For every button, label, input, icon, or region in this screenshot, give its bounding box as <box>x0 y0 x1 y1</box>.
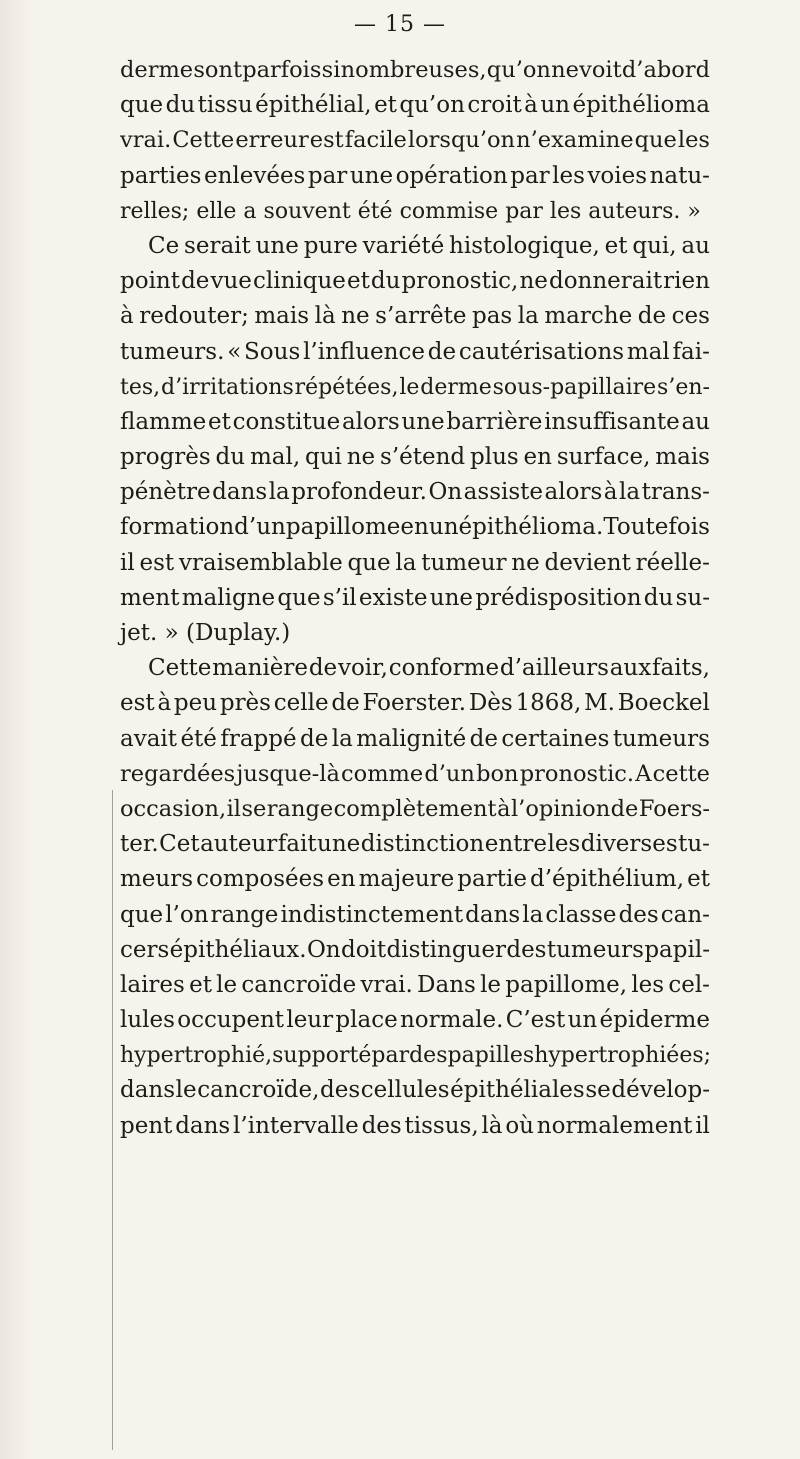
word: l’intervalle <box>233 1112 359 1139</box>
word: de <box>469 725 498 752</box>
word: la <box>619 479 641 506</box>
word: point <box>120 268 180 295</box>
word: en <box>327 866 356 893</box>
word: par <box>307 162 348 189</box>
word: tumeurs. <box>120 338 225 365</box>
word: devient <box>544 549 631 576</box>
text-line <box>120 123 710 158</box>
word: conforme <box>388 655 500 682</box>
word: prédisposition <box>475 584 642 611</box>
word: marche <box>544 303 633 330</box>
word: il <box>226 795 241 822</box>
word: qui, <box>632 232 677 259</box>
word: maligne <box>181 584 276 611</box>
word: Dans <box>417 971 476 998</box>
word: de <box>181 268 210 295</box>
word: hypertrophiées; <box>534 1043 712 1069</box>
word: normale. <box>399 1007 504 1034</box>
word: de <box>610 795 639 822</box>
body-text <box>120 53 710 1144</box>
word: il <box>120 549 135 576</box>
word: vrai. <box>120 127 172 154</box>
word: parfois <box>242 57 322 83</box>
word: de <box>637 303 667 330</box>
word: là <box>481 1112 503 1139</box>
word: Cette <box>172 127 235 154</box>
word: trans- <box>641 479 710 506</box>
word: épithélioma <box>572 92 710 119</box>
word: place <box>335 1007 398 1034</box>
word: la <box>331 725 353 752</box>
word: mais <box>655 444 710 471</box>
text-line <box>120 651 710 686</box>
word: les <box>547 831 581 858</box>
word: à <box>524 92 538 119</box>
word: avait <box>120 725 178 752</box>
word: papilles <box>447 1043 535 1069</box>
text-line <box>120 1109 710 1144</box>
word: tumeurs <box>612 725 710 752</box>
word: Foerster. <box>362 690 467 717</box>
word: alors <box>544 479 603 506</box>
text-line <box>120 510 710 545</box>
word: pent <box>120 1112 173 1139</box>
word: Boeckel <box>617 690 710 717</box>
word: et <box>346 268 370 295</box>
word: qu’on <box>486 57 551 83</box>
word: frappé <box>220 725 297 752</box>
word: pure <box>303 232 358 259</box>
word: M. <box>584 690 615 717</box>
word: su- <box>675 584 710 611</box>
word: l’influence <box>303 338 425 365</box>
word: se <box>585 1077 611 1104</box>
word: qui <box>304 444 342 471</box>
word: vraisemblable <box>178 549 343 576</box>
word: et <box>208 408 231 435</box>
word: les <box>677 127 710 154</box>
word: là <box>314 303 336 330</box>
text-line: relles; elle a souvent été commise par les auteurs. » <box>120 198 701 224</box>
word: A <box>635 760 652 787</box>
word: occasion, <box>120 795 227 822</box>
word: normalement <box>536 1112 693 1139</box>
word: que <box>347 549 391 576</box>
word: fait <box>277 831 317 858</box>
word: leur <box>286 1007 334 1034</box>
word: un <box>567 1007 598 1034</box>
text-line <box>120 53 710 88</box>
word: range <box>210 901 279 928</box>
word: cel- <box>668 971 710 998</box>
word: occupent <box>177 1007 285 1034</box>
word: si <box>321 57 341 83</box>
word: barrière <box>446 408 543 435</box>
word: existe <box>358 584 428 611</box>
word: facile <box>344 127 407 154</box>
word: composées <box>196 866 325 893</box>
word: ne <box>551 57 579 83</box>
word: les <box>631 971 665 998</box>
word: dans <box>120 1077 176 1104</box>
word: de <box>331 690 360 717</box>
word: cers <box>120 936 170 963</box>
word: à <box>157 690 172 717</box>
word: Cet <box>159 831 200 858</box>
word: partie <box>457 866 527 893</box>
word: papillome, <box>505 971 628 998</box>
word: dévelop- <box>611 1077 710 1104</box>
word: ne <box>519 268 548 295</box>
word: parties <box>120 162 202 189</box>
word: Sous <box>244 338 301 365</box>
word: une <box>255 232 299 259</box>
word: ne <box>511 549 540 576</box>
word: l’on <box>165 901 209 928</box>
word: l’opinion <box>510 795 611 822</box>
text-line <box>120 475 710 510</box>
word: et <box>604 232 628 259</box>
word: vrai. <box>360 971 413 998</box>
word: tes, <box>120 374 161 400</box>
word: des <box>409 1043 448 1069</box>
word: en <box>523 444 552 471</box>
word: de <box>308 655 338 682</box>
word: comme <box>341 760 424 787</box>
word: sont <box>193 57 242 83</box>
word: le <box>216 971 238 998</box>
word: Toutefois <box>603 514 710 541</box>
word: dans <box>212 479 268 506</box>
text-line: jet. » (Duplay.) <box>120 620 291 646</box>
word: s’arrête <box>375 303 467 330</box>
word: à <box>120 303 134 330</box>
word: il <box>695 1112 710 1139</box>
word: distinguer <box>386 936 506 963</box>
word: d’abord <box>621 57 710 83</box>
word: et <box>374 92 397 119</box>
word: des <box>361 1112 402 1139</box>
word: can- <box>660 901 710 928</box>
word: épithéliales <box>450 1077 585 1104</box>
word: est <box>139 549 175 576</box>
word: distinction <box>360 831 485 858</box>
word: en <box>400 514 429 541</box>
word: une <box>429 584 474 611</box>
word: manière <box>212 655 309 682</box>
word: range <box>266 795 334 822</box>
word: d’ailleurs <box>499 655 609 682</box>
word: laires <box>120 971 185 998</box>
word: réelle- <box>635 549 710 576</box>
word: ne <box>346 444 376 471</box>
word: erreur <box>235 127 309 154</box>
text-line <box>120 792 710 827</box>
word: nombreuses, <box>340 57 487 83</box>
word: par <box>510 162 550 189</box>
text-line <box>120 229 710 264</box>
word: celle <box>273 690 329 717</box>
word: d’un <box>424 760 475 787</box>
text-line <box>120 862 710 897</box>
word: Ce <box>148 232 180 259</box>
word: supporté <box>272 1043 372 1069</box>
word: au <box>681 232 710 259</box>
word: entre <box>484 831 547 858</box>
word: des <box>320 1077 361 1104</box>
text-line <box>120 405 710 440</box>
word: derme <box>420 374 492 400</box>
word: auteur <box>200 831 278 858</box>
word: que <box>277 584 321 611</box>
word: clinique <box>252 268 346 295</box>
word: une <box>317 831 361 858</box>
word: certaines <box>501 725 610 752</box>
word: meurs <box>120 866 194 893</box>
word: à <box>603 479 618 506</box>
text-line <box>120 546 710 581</box>
word: assiste <box>463 479 544 506</box>
word: pas <box>471 303 513 330</box>
word: s’étend <box>380 444 466 471</box>
word: lorsqu’on <box>407 127 516 154</box>
word: flamme <box>120 408 207 435</box>
word: dans <box>175 1112 231 1139</box>
word: histologique, <box>449 232 600 259</box>
text-line <box>120 1073 710 1108</box>
word: profondeur. <box>291 479 427 506</box>
word: d’irritations <box>161 374 294 400</box>
word: été <box>180 725 217 752</box>
word: le <box>175 1077 197 1104</box>
word: épithéliaux. <box>169 936 307 963</box>
word: mais <box>254 303 310 330</box>
word: que <box>120 92 164 119</box>
word: au <box>681 408 710 435</box>
word: enlevées <box>203 162 306 189</box>
word: ne <box>341 303 370 330</box>
word: « <box>227 338 242 365</box>
text-line <box>120 722 710 757</box>
word: épithélioma. <box>458 514 604 541</box>
word: dans <box>465 901 521 928</box>
word: d’épithélium, <box>529 866 685 893</box>
word: hypertrophié, <box>120 1043 273 1069</box>
word: de <box>427 338 457 365</box>
word: mal <box>626 338 670 365</box>
word: ment <box>120 584 180 611</box>
word: rien <box>663 268 710 295</box>
word: peu <box>173 690 218 717</box>
margin-shadow-line <box>112 790 113 1450</box>
page-number: — 15 — <box>354 12 446 37</box>
text-line <box>120 440 710 475</box>
text-line <box>120 827 710 862</box>
word: alors <box>341 408 400 435</box>
word: surface, <box>556 444 651 471</box>
word: progrès <box>120 444 211 471</box>
word: où <box>505 1112 534 1139</box>
text-line <box>120 1038 710 1073</box>
word: voit <box>579 57 622 83</box>
word: pénètre <box>120 479 211 506</box>
word: la <box>517 303 539 330</box>
word: tu- <box>678 831 710 858</box>
word: On <box>428 479 463 506</box>
word: du <box>215 444 246 471</box>
word: insuffisante <box>544 408 680 435</box>
word: papil- <box>644 936 710 963</box>
word: un <box>540 92 570 119</box>
word: 1868, <box>515 690 582 717</box>
word: la <box>395 549 417 576</box>
word: le <box>480 971 502 998</box>
text-line <box>120 686 710 721</box>
word: du <box>370 268 401 295</box>
word: classe <box>545 901 617 928</box>
word: un <box>428 514 459 541</box>
word: aux <box>609 655 652 682</box>
word: et <box>687 866 710 893</box>
word: faits, <box>652 655 710 682</box>
word: d’un <box>234 514 286 541</box>
word: variété <box>362 232 445 259</box>
word: voir, <box>337 655 388 682</box>
word: ter. <box>120 831 159 858</box>
word: papillome <box>285 514 401 541</box>
word: donnerait <box>548 268 663 295</box>
word: doit <box>340 936 387 963</box>
word: natu- <box>649 162 710 189</box>
word: une <box>349 162 394 189</box>
word: constitue <box>232 408 341 435</box>
word: que <box>634 127 677 154</box>
word: indistinctement <box>280 901 464 928</box>
word: regardées <box>120 760 236 787</box>
word: On <box>306 936 341 963</box>
text-line <box>120 335 710 370</box>
word: complètement <box>333 795 497 822</box>
text-line <box>120 370 710 405</box>
word: Foers- <box>638 795 710 822</box>
word: vue <box>210 268 252 295</box>
text-line <box>120 159 710 194</box>
text-line <box>120 299 710 334</box>
word: cancroïde, <box>197 1077 320 1104</box>
word: derme <box>120 57 194 83</box>
word: sous-papillaire <box>492 374 657 400</box>
word: le <box>399 374 420 400</box>
word: la <box>268 479 290 506</box>
word: diverses <box>580 831 678 858</box>
word: cautérisations <box>458 338 625 365</box>
word: cancroïde <box>241 971 357 998</box>
word: cellules <box>360 1077 450 1104</box>
text-line <box>120 933 710 968</box>
word: cette <box>652 760 710 787</box>
word: épiderme <box>599 1007 710 1034</box>
word: répétées, <box>294 374 399 400</box>
word: de <box>300 725 329 752</box>
word: à <box>497 795 511 822</box>
word: bon <box>476 760 519 787</box>
text-line <box>120 968 710 1003</box>
word: et <box>189 971 212 998</box>
text-line <box>120 757 710 792</box>
text-line <box>120 581 710 616</box>
word: C’est <box>505 1007 566 1034</box>
word: du <box>165 92 196 119</box>
word: se <box>241 795 267 822</box>
word: près <box>219 690 271 717</box>
word: la <box>522 901 544 928</box>
word: épithélial, <box>255 92 372 119</box>
word: est <box>120 690 155 717</box>
word: croit <box>467 92 522 119</box>
text-line <box>120 264 710 299</box>
word: redouter; <box>139 303 249 330</box>
word: ces <box>671 303 710 330</box>
word: pronostic, <box>401 268 519 295</box>
word: tumeur <box>421 549 507 576</box>
word: serait <box>184 232 251 259</box>
word: voies <box>587 162 648 189</box>
text-line <box>120 88 710 123</box>
word: s’en- <box>657 374 710 400</box>
word: Dès <box>468 690 513 717</box>
word: formation <box>120 514 235 541</box>
word: lules <box>120 1007 175 1034</box>
word: mal, <box>249 444 301 471</box>
word: une <box>401 408 445 435</box>
word: s’il <box>322 584 357 611</box>
word: pronostic. <box>519 760 635 787</box>
word: n’examine <box>516 127 634 154</box>
word: opération <box>395 162 508 189</box>
word: est <box>309 127 344 154</box>
word: fai- <box>672 338 710 365</box>
text-line <box>120 1003 710 1038</box>
word: majeure <box>358 866 455 893</box>
word: malignité <box>356 725 467 752</box>
word: tissu <box>197 92 253 119</box>
word: par <box>371 1043 410 1069</box>
word: tissus, <box>404 1112 479 1139</box>
word: Cette <box>148 655 212 682</box>
word: que <box>120 901 164 928</box>
word: les <box>552 162 585 189</box>
word: qu’on <box>399 92 465 119</box>
word: des <box>618 901 659 928</box>
word: jusque-là <box>236 760 340 787</box>
word: du <box>643 584 674 611</box>
word: tumeurs <box>546 936 644 963</box>
word: des <box>506 936 547 963</box>
word: plus <box>469 444 519 471</box>
text-line <box>120 898 710 933</box>
